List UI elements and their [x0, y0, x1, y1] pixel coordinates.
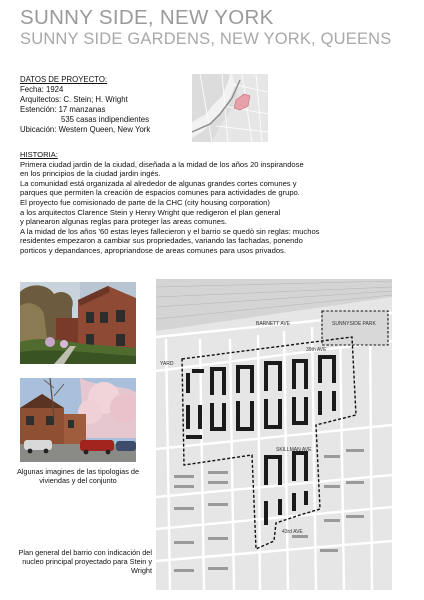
- project-data-heading: DATOS DE PROYECTO:: [20, 75, 108, 84]
- history-heading: HISTORIA:: [20, 150, 58, 159]
- project-location: Ubicación: Western Queen, New York: [20, 125, 151, 134]
- plan-label-street2: 39th AVE: [306, 347, 327, 353]
- page-subtitle: SUNNY SIDE GARDENS, NEW YORK, QUEENS: [20, 30, 392, 48]
- history-section: [20, 150, 412, 256]
- history-line: parques que permiten la creación de espacios comunes para actividades de grupo.: [20, 188, 300, 198]
- plan-label-park: SUNNYSIDE PARK: [332, 321, 376, 327]
- project-date: Fecha: 1924: [20, 85, 64, 94]
- location-map: [192, 74, 268, 142]
- history-line: Primera ciudad jardin de la ciudad, diseñada a la midad de los años 20 inspirandose: [20, 159, 304, 169]
- photo-brick-houses: [20, 282, 136, 364]
- plan-label-street4: 43rd AVE: [282, 529, 303, 535]
- photo-street-houses: [20, 378, 136, 462]
- history-line: La comunidad está organizada al alrededor de algunas grandes cortes comunes y: [20, 178, 297, 188]
- site-plan: [156, 279, 392, 590]
- history-line: y planearon algunas reglas para proteger las areas comunes.: [20, 217, 227, 227]
- history-line: a los arquitectos Clarence Stein y Henry Wright que redigeron el plan general: [20, 207, 281, 217]
- plan-label-street3: SKILLMAN AVE: [276, 447, 312, 453]
- plan-caption: Plan general del barrio con indicación del nucleo principal proyectado para Stein y Wright: [18, 548, 152, 575]
- history-line: A la midad de los años '60 estas leyes fallecieron y el barrio se quedò sin reglas: muchos: [20, 226, 320, 236]
- project-houses: 535 casas indipendientes: [61, 115, 149, 124]
- history-line: residentes empezaron a cambiar sus propriedades, variando las fachadas, ponendo: [20, 236, 303, 246]
- history-line: El proyecto fue comisionado de parte de la CHC (city housing corporation): [20, 197, 270, 207]
- project-extension: Estención: 17 manzanas: [20, 105, 106, 114]
- page-title: SUNNY SIDE, NEW YORK: [20, 6, 274, 29]
- photos-caption: Algunas imagines de las tipologias de viviendas y del conjunto: [16, 467, 140, 485]
- plan-label-street1: BARNETT AVE: [256, 321, 290, 327]
- project-architects: Arquitectos: C. Stein; H. Wright: [20, 95, 128, 104]
- history-line: porticos y depandances, apropriandose de areas comunes para usos privados.: [20, 245, 286, 255]
- history-line: en los principios de la ciudad jardin ingés.: [20, 169, 161, 179]
- project-data: [20, 75, 195, 135]
- plan-label-yard: YARD: [160, 361, 174, 367]
